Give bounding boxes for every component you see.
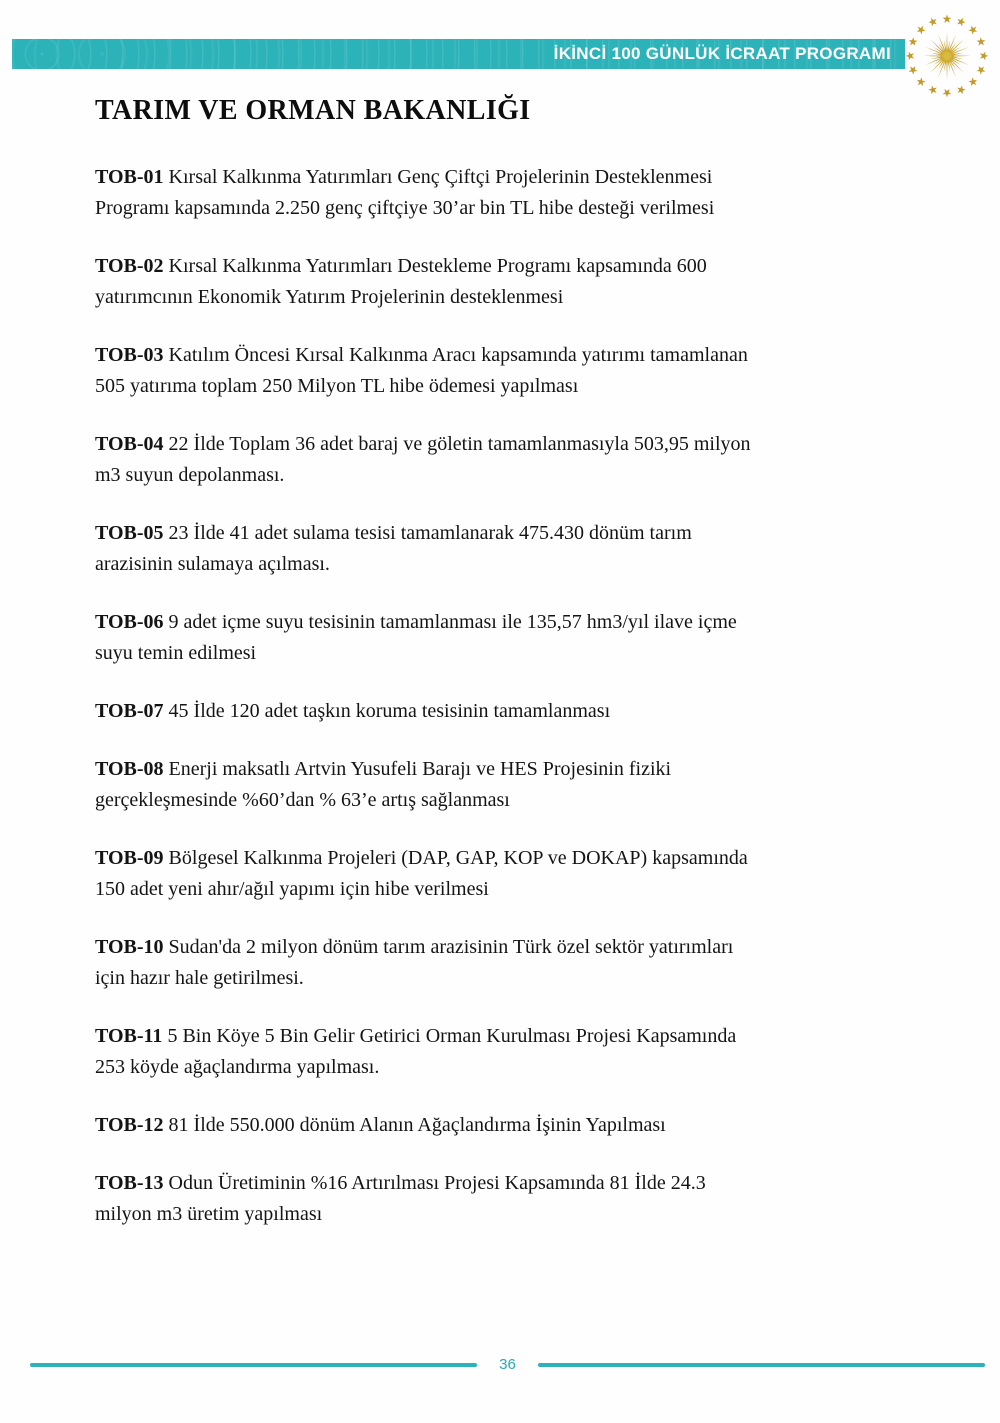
action-item-code: TOB-09 [95, 847, 169, 869]
footer-rule-left [30, 1363, 477, 1367]
action-item: TOB-08 Enerji maksatlı Artvin Yusufeli Barajı ve HES Projesinin fiziki gerçekleşmesinde %60’dan % 63’e artış sağlanması [95, 758, 672, 811]
action-item: TOB-06 9 adet içme suyu tesisinin tamamlanması ile 135,57 hm3/yıl ilave içme suyu temin edilmesi [95, 611, 737, 664]
action-item-code: TOB-12 [95, 1114, 169, 1136]
action-item-code: TOB-04 [95, 433, 169, 455]
header-banner [12, 39, 905, 69]
action-item: TOB-11 5 Bin Köye 5 Bin Gelir Getirici Orman Kurulması Projesi Kapsamında 253 köyde ağaçlandırma yapılması. [95, 1025, 737, 1078]
action-item-code: TOB-05 [95, 522, 169, 544]
action-item-code: TOB-10 [95, 936, 169, 958]
action-item: TOB-05 23 İlde 41 adet sulama tesisi tamamlanarak 475.430 dönüm tarım arazisinin sulamaya açılması. [95, 522, 692, 575]
action-item: TOB-03 Katılım Öncesi Kırsal Kalkınma Aracı kapsamında yatırımı tamamlanan 505 yatırıma toplam 250 Milyon TL hibe ödemesi yapılması [95, 344, 748, 397]
action-item-code: TOB-13 [95, 1172, 169, 1194]
action-item-code: TOB-06 [95, 611, 169, 633]
action-item: TOB-01 Kırsal Kalkınma Yatırımları Genç Çiftçi Projelerinin Desteklenmesi Programı kapsamında 2.250 genç çiftçiye 30’ar bin TL hibe desteği verilmesi [95, 166, 715, 219]
action-item-code: TOB-11 [95, 1025, 168, 1047]
action-item-code: TOB-07 [95, 700, 169, 722]
action-item-code: TOB-01 [95, 166, 169, 188]
page-body [95, 95, 927, 1257]
action-item-code: TOB-02 [95, 255, 169, 277]
page-footer [30, 1356, 985, 1374]
page-title: TARIM VE ORMAN BAKANLIĞI [95, 95, 531, 126]
action-item: TOB-10 Sudan'da 2 milyon dönüm tarım arazisinin Türk özel sektör yatırımları için hazır hale getirilmesi. [95, 936, 734, 989]
page-number: 36 [499, 1356, 516, 1373]
action-item: TOB-12 81 İlde 550.000 dönüm Alanın Ağaçlandırma İşinin Yapılması [95, 1114, 666, 1136]
action-items-list [95, 162, 927, 1230]
action-item: TOB-04 22 İlde Toplam 36 adet baraj ve göletin tamamlanmasıyla 503,95 milyon m3 suyun depolanması. [95, 433, 751, 486]
presidential-emblem-icon [901, 6, 993, 104]
footer-rule-right [538, 1363, 985, 1367]
action-item-code: TOB-03 [95, 344, 169, 366]
header-banner-title: İKİNCİ 100 GÜNLÜK İCRAAT PROGRAMI [553, 44, 891, 63]
action-item-code: TOB-08 [95, 758, 169, 780]
action-item: TOB-13 Odun Üretiminin %16 Artırılması Projesi Kapsamında 81 İlde 24.3 milyon m3 üretim yapılması [95, 1172, 706, 1225]
action-item: TOB-07 45 İlde 120 adet taşkın koruma tesisinin tamamlanması [95, 700, 611, 722]
action-item: TOB-09 Bölgesel Kalkınma Projeleri (DAP, GAP, KOP ve DOKAP) kapsamında 150 adet yeni ahır/ağıl yapımı için hibe verilmesi [95, 847, 748, 900]
action-item: TOB-02 Kırsal Kalkınma Yatırımları Destekleme Programı kapsamında 600 yatırımcının Ekonomik Yatırım Projelerinin desteklenmesi [95, 255, 707, 308]
